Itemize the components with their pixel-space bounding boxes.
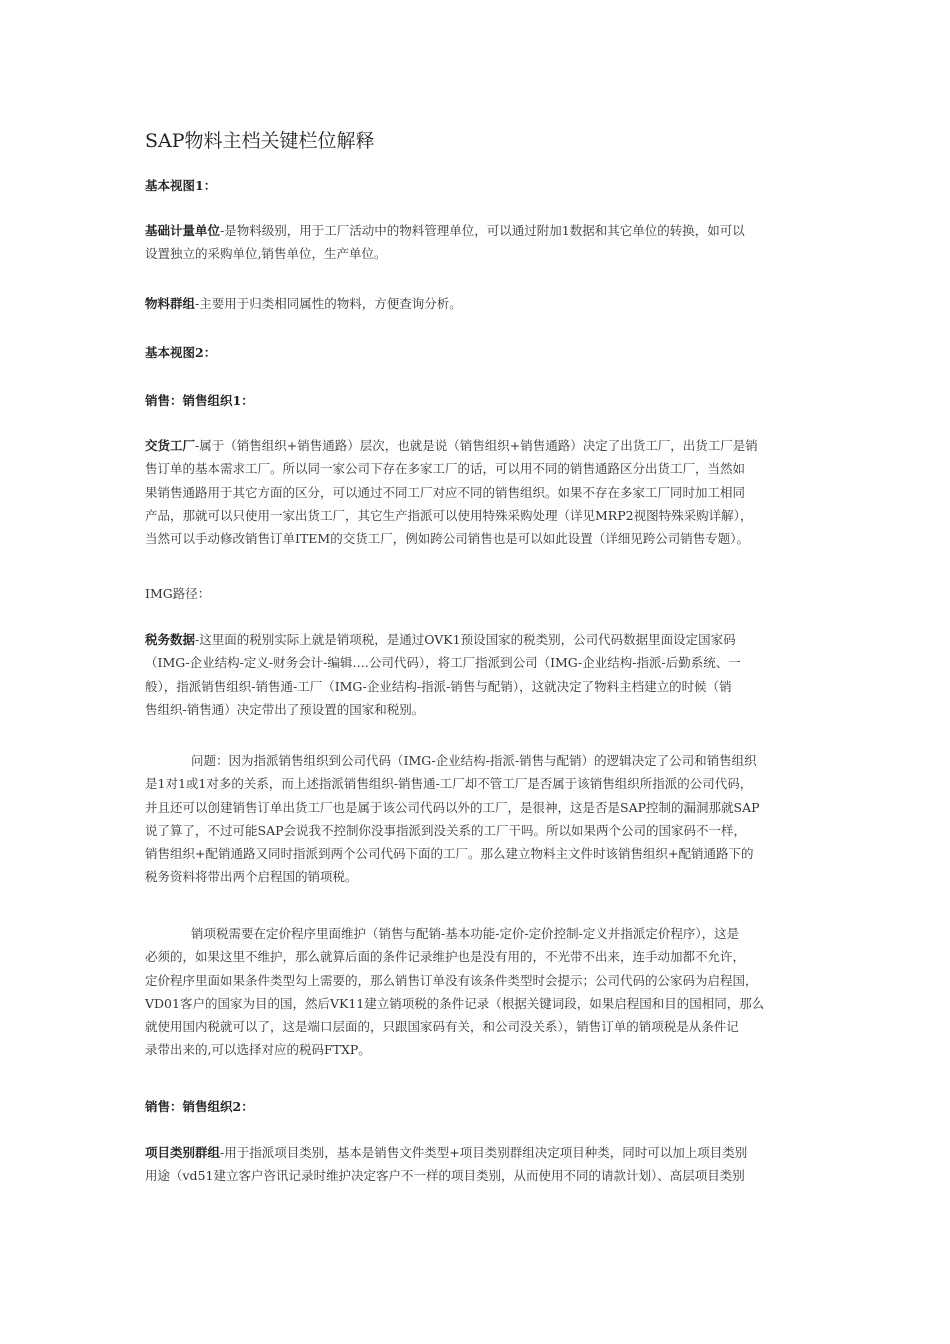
- paragraph-line: 售订单的基本需求工厂。所以同一家公司下存在多家工厂的话，可以用不同的销售通路区分出货工厂，当然如: [145, 461, 746, 477]
- paragraph-img-path: [145, 582, 813, 605]
- paragraph-line: 产品，那就可以只使用一家出货工厂，其它生产指派可以使用特殊采购处理（详见MRP2视图特殊采购详解），: [145, 507, 753, 523]
- paragraph-line: 果销售通路用于其它方面的区分，可以通过不同工厂对应不同的销售组织。如果不存在多家工厂同时加工相同: [145, 484, 746, 500]
- paragraph-line: [145, 292, 813, 315]
- paragraph-text: -用于指派项目类别，基本是销售文件类型+项目类别群组决定项目种类，同时可以加上项目类别: [220, 1145, 748, 1160]
- paragraph-line: IMG路径：: [145, 586, 211, 601]
- paragraph-base-unit: [145, 219, 813, 266]
- paragraph-line: 税务资料将带出两个启程国的销项税。: [145, 869, 358, 885]
- paragraph-output-tax: [145, 922, 813, 1062]
- paragraph-line: 定价程序里面如果条件类型勾上需要的，那么销售订单没有该条件类型时会提示；公司代码的公家码为启程国，: [145, 972, 758, 988]
- section-heading-basic-view-1: 基本视图1：: [145, 178, 217, 193]
- paragraph-line: 问题：因为指派销售组织到公司代码（IMG-企业结构-指派-销售与配销）的逻辑决定了公司和销售组织: [191, 753, 757, 768]
- paragraph-text: -主要用于归类相同属性的物料，方便查询分析。: [195, 296, 462, 311]
- term-delivering-plant: 交货工厂: [145, 438, 196, 453]
- paragraph-line: 般），指派销售组织-销售通-工厂（IMG-企业结构-指派-销售与配销），这就决定了物料主档建立的时候（销: [145, 678, 732, 694]
- paragraph-line: 用途（vd51建立客户咨讯记录时维护决定客户不一样的项目类别，从而使用不同的请款计划）、高层项目类别: [145, 1168, 745, 1184]
- term-material-group: 物料群组: [145, 296, 196, 311]
- paragraph-line: 销售组织+配销通路又同时指派到两个公司代码下面的工厂。那么建立物料主文件时该销售组织+配销通路下的: [145, 846, 754, 862]
- section-heading-basic-view-2: 基本视图2：: [145, 345, 217, 360]
- paragraph-line: 说了算了，不过可能SAP会说我不控制你没事指派到没关系的工厂干吗。所以如果两个公司的国家码不一样，: [145, 822, 747, 838]
- paragraph-line: 销项税需要在定价程序里面维护（销售与配销-基本功能-定价-定价控制-定义并指派定价程序），这是: [191, 926, 740, 941]
- document-title: SAP物料主档关键栏位解释: [145, 130, 375, 152]
- paragraph-line: （IMG-企业结构-定义-财务会计-编辑….公司代码），将工厂指派到公司（IMG-企业结构-指派-后勤系统、一: [145, 655, 741, 671]
- paragraph-line: VD01客户的国家为目的国，然后VK11建立销项税的条件记录（根据关键词段，如果启程国和目的国相同，那么: [145, 995, 765, 1011]
- paragraph-text: -是物料级别，用于工厂活动中的物料管理单位，可以通过附加1数据和其它单位的转换，如可以: [220, 223, 745, 238]
- section-heading-sales-org-2: 销售：销售组织2：: [145, 1099, 254, 1114]
- paragraph-line: 必须的，如果这里不维护，那么就算后面的条件记录维护也是没有用的，不光带不出来，连手动加都不允许，: [145, 949, 746, 965]
- paragraph-line: [145, 219, 813, 242]
- paragraph-item-category-group: [145, 1141, 813, 1188]
- paragraph-line: 录带出来的,可以选择对应的税码FTXP。: [145, 1042, 371, 1058]
- term-item-category-group: 项目类别群组: [145, 1145, 221, 1160]
- paragraph-delivering-plant: [145, 434, 813, 550]
- section-heading-sales-org-1: 销售：销售组织1：: [145, 393, 254, 408]
- paragraph-line: [145, 628, 813, 651]
- paragraph-question: [145, 749, 813, 889]
- paragraph-material-group: [145, 292, 813, 315]
- paragraph-line: 售组织-销售通）决定带出了预设置的国家和税别。: [145, 701, 425, 717]
- term-tax-data: 税务数据: [145, 632, 196, 647]
- paragraph-line: 设置独立的采购单位,销售单位，生产单位。: [145, 246, 387, 262]
- paragraph-line: 当然可以手动修改销售订单ITEM的交货工厂，例如跨公司销售也是可以如此设置（详细见跨公司销售专题）。: [145, 531, 749, 547]
- term-base-unit: 基础计量单位: [145, 223, 221, 238]
- paragraph-text: -这里面的税别实际上就是销项税，是通过OVK1预设国家的税类别，公司代码数据里面设定国家码: [195, 632, 736, 647]
- paragraph-line: [145, 434, 813, 457]
- paragraph-tax-data: [145, 628, 813, 721]
- paragraph-line: 并且还可以创建销售订单出货工厂也是属于该公司代码以外的工厂，是很神，这是否是SAP控制的漏洞那就SAP: [145, 799, 760, 815]
- paragraph-text: -属于（销售组织+销售通路）层次，也就是说（销售组织+销售通路）决定了出货工厂，出货工厂是销: [195, 438, 758, 453]
- paragraph-line: 是1对1或1对多的关系，而上述指派销售组织-销售通-工厂却不管工厂是否属于该销售组织所指派的公司代码，: [145, 776, 753, 792]
- paragraph-line: [145, 1141, 813, 1164]
- paragraph-line: 就使用国内税就可以了，这是端口层面的，只跟国家码有关，和公司没关系），销售订单的销项税是从条件记: [145, 1019, 739, 1035]
